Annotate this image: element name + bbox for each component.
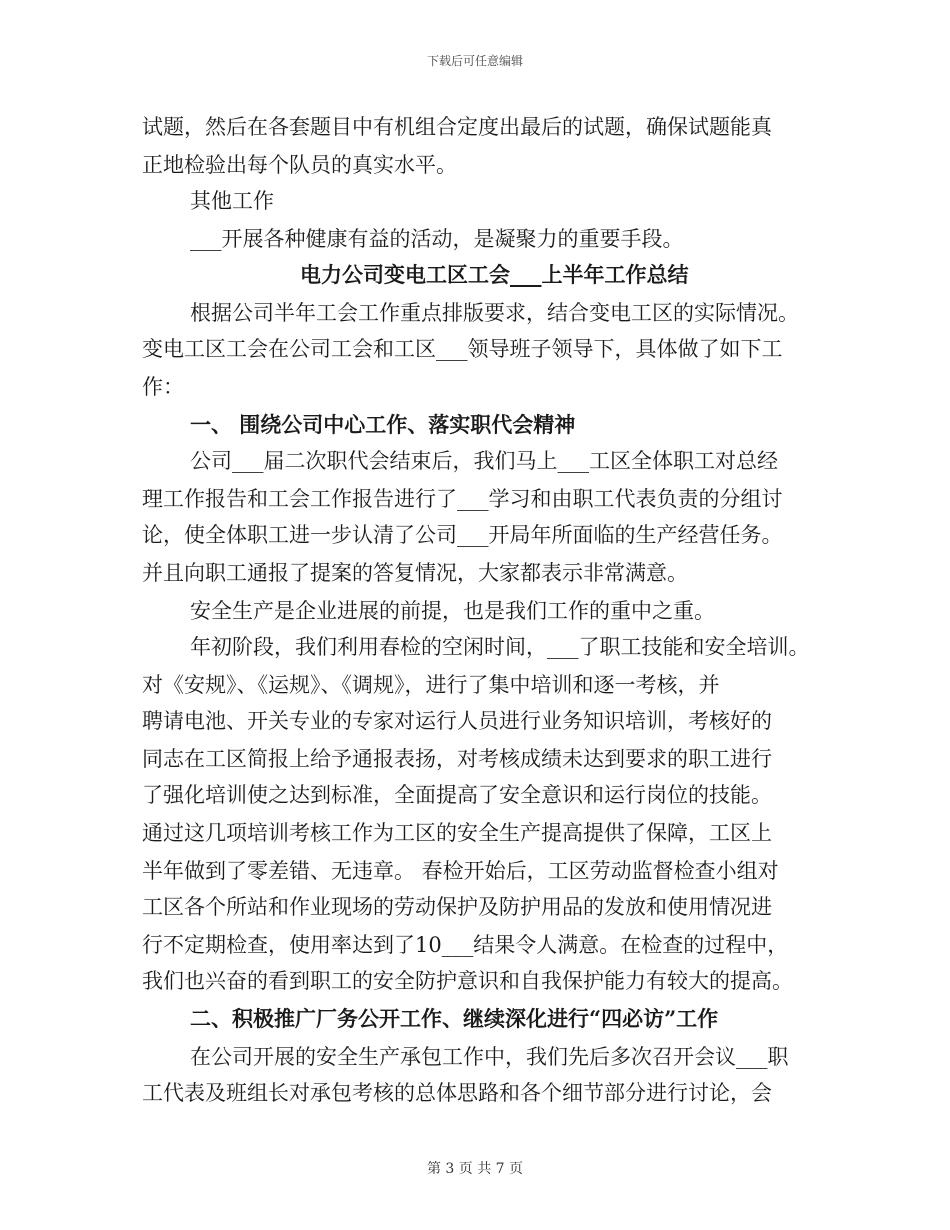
paragraph-line: 通过这几项培训考核工作为工区的安全生产提高提供了保障，工区上 [142,821,772,845]
page-header: 下载后可任意编辑 [426,54,523,68]
section-label: 其他工作 [190,189,274,213]
paragraph-line: 年初阶段，我们利用春检的空闲时间，___了职工技能和安全培训。 [190,635,810,659]
paragraph-line: 试题，然后在各套题目中有机组合定度出最后的试题，确保试题能真 [142,115,772,139]
paragraph-line: 正地检验出每个队员的真实水平。 [142,153,457,177]
paragraph-line: 同志在工区简报上给予通报表扬，对考核成绩未达到要求的职工进行 [142,747,772,771]
document-title: 电力公司变电工区工会___上半年工作总结 [300,262,689,287]
section-heading-2: 二、积极推广厂务公开工作、继续深化进行“四必访”工作 [190,1006,719,1031]
paragraph-line: 变电工区工会在公司工会和工区___领导班子领导下，具体做了如下工 [142,337,783,361]
paragraph-line: 工代表及班组长对承包考核的总体思路和各个细节部分进行讨论，会 [142,1081,772,1105]
paragraph-line: 在公司开展的安全生产承包工作中，我们先后多次召开会议___职 [190,1045,789,1069]
paragraph-line: 了强化培训使之达到标准，全面提高了安全意识和运行岗位的技能。 [142,783,772,807]
paragraph-line: 半年做到了零差错、无违章。 春检开始后，工区劳动监督检查小组对 [142,859,779,883]
paragraph-line: 聘请电池、开关专业的专家对运行人员进行业务知识培训，考核好的 [142,709,772,733]
paragraph-line: 作： [142,375,184,399]
paragraph-line: 行不定期检查，使用率达到了10___结果令人满意。在检查的过程中， [142,933,789,957]
paragraph-line: 公司___届二次职代会结束后，我们马上___工区全体职工对总经 [190,449,778,473]
paragraph-line: 我们也兴奋的看到职工的安全防护意识和自我保护能力有较大的提高。 [142,969,793,993]
paragraph-line: 工区各个所站和作业现场的劳动保护及防护用品的发放和使用情况进 [142,895,772,919]
page-footer: 第 3 页 共 7 页 [426,1161,524,1177]
paragraph-line: 并且向职工通报了提案的答复情况，大家都表示非常满意。 [142,561,688,585]
paragraph-line: 根据公司半年工会工作重点排版要求，结合变电工区的实际情况。 [190,301,799,325]
paragraph-line: ___开展各种健康有益的活动，是凝聚力的重要手段。 [190,227,684,251]
paragraph-line: 论，使全体职工进一步认清了公司___开局年所面临的生产经营任务。 [142,523,783,547]
paragraph-line: 理工作报告和工会工作报告进行了___学习和由职工代表负责的分组讨 [142,487,783,511]
paragraph-line: 安全生产是企业进展的前提，也是我们工作的重中之重。 [190,599,715,623]
paragraph-line: 对《安规》、《运规》、《调规》，进行了集中培训和逐一考核，并 [142,673,720,697]
section-heading-1: 一、 围绕公司中心工作、落实职代会精神 [190,412,576,437]
